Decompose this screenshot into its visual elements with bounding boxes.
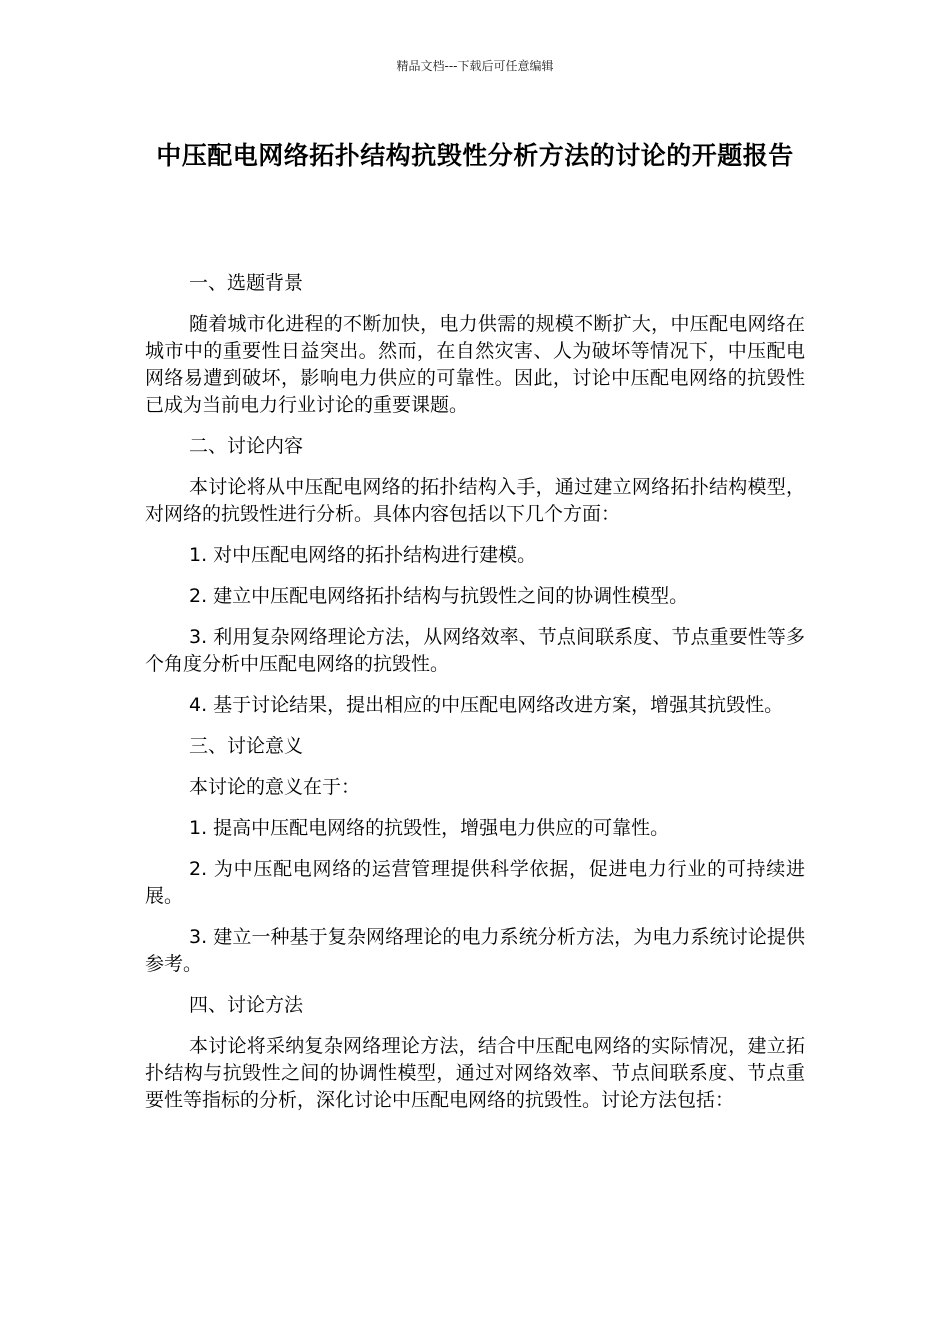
section-heading: 三、讨论意义 bbox=[189, 735, 304, 757]
paragraph: 本讨论将采纳复杂网络理论方法，结合中压配电网络的实际情况，建立拓扑结构与抗毁性之间的协调性模型，通过对网络效率、节点间联系度、节点重要性等指标的分析，深化讨论中压配电网络的抗毁性。讨论方法包括： bbox=[145, 1035, 805, 1111]
paragraph: 本讨论将从中压配电网络的拓扑结构入手，通过建立网络拓扑结构模型，对网络的抗毁性进行分析。具体内容包括以下几个方面： bbox=[145, 476, 805, 525]
section-heading: 一、选题背景 bbox=[189, 272, 304, 294]
list-item: 3. 利用复杂网络理论方法，从网络效率、节点间联系度、节点重要性等多个角度分析中压配电网络的抗毁性。 bbox=[145, 626, 805, 675]
document-body bbox=[145, 270, 805, 1128]
paragraph: 本讨论的意义在于： bbox=[189, 776, 361, 798]
section-significance bbox=[145, 733, 805, 978]
section-heading: 四、讨论方法 bbox=[189, 994, 304, 1016]
list-item: 2. 为中压配电网络的运营管理提供科学依据，促进电力行业的可持续进展。 bbox=[145, 858, 805, 907]
header-note: 精品文档---下载后可任意编辑 bbox=[396, 59, 554, 73]
list-item: 1. 提高中压配电网络的抗毁性，增强电力供应的可靠性。 bbox=[189, 817, 670, 839]
section-background bbox=[145, 270, 805, 419]
section-heading: 二、讨论内容 bbox=[189, 435, 304, 457]
paragraph: 随着城市化进程的不断加快，电力供需的规模不断扩大，中压配电网络在城市中的重要性日益突出。然而，在自然灾害、人为破坏等情况下，中压配电网络易遭到破坏，影响电力供应的可靠性。因此，讨论中压配电网络的抗毁性已成为当前电力行业讨论的重要课题。 bbox=[145, 313, 805, 416]
document-title: 中压配电网络拓扑结构抗毁性分析方法的讨论的开题报告 bbox=[156, 141, 794, 170]
list-item: 4. 基于讨论结果，提出相应的中压配电网络改进方案，增强其抗毁性。 bbox=[189, 694, 784, 716]
section-content bbox=[145, 433, 805, 719]
list-item: 3. 建立一种基于复杂网络理论的电力系统分析方法，为电力系统讨论提供参考。 bbox=[145, 926, 805, 975]
list-item: 2. 建立中压配电网络拓扑结构与抗毁性之间的协调性模型。 bbox=[189, 585, 689, 607]
section-method bbox=[145, 992, 805, 1114]
list-item: 1. 对中压配电网络的拓扑结构进行建模。 bbox=[189, 544, 537, 566]
